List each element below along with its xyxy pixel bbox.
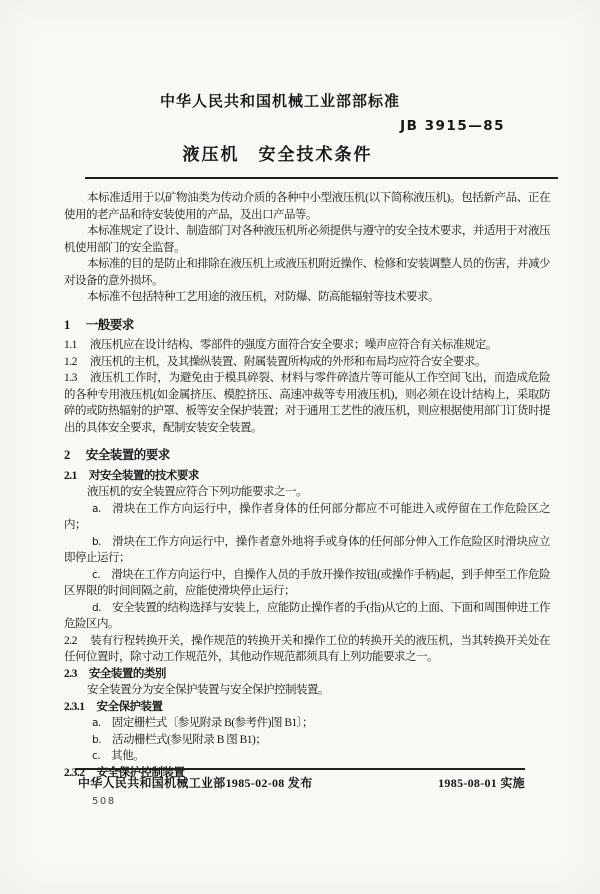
intro-paragraph: 本标准不包括特种工艺用途的液压机，对防爆、防高能辐射等技术要求。	[87, 291, 439, 303]
clause-title: 对安全装置的技术要求	[88, 469, 199, 482]
intro-paragraph: 本标准规定了设计、制造部门对各种液压机所必须提供与遵守的安全技术要求，并适用于对液压机使用部门的安全监督。	[64, 225, 550, 254]
item-text: 滑块在工作方向运行中，自操作人员的手放开操作按钮(或操作手柄)起，到手伸至工作危险区界限的时间间隔之前，应能使滑块停止运行；	[64, 568, 550, 597]
clause-title: 安全保护控制装置	[96, 766, 185, 779]
list-item-c	[64, 748, 550, 765]
clause-number: 2.3	[64, 667, 77, 680]
section-title: 安全装置的要求	[85, 448, 170, 462]
section-1-heading	[64, 306, 550, 338]
footer-divider	[75, 768, 525, 770]
item-text: 滑块在工作方向运行中，操作者身体的任何部分都应不可能进入或停留在工作危险区之内；	[64, 502, 550, 531]
item-text: 安全装置的结构选择与安装上，应能防止操作者的手(指)从它的上面、下面和周围伸进工作危险区内。	[64, 601, 550, 630]
document-body	[0, 179, 600, 781]
list-item-a	[64, 715, 550, 732]
clause-text: 液压机的主机，及其操纵装置、附属装置所构成的外形和布局均应符合安全要求。	[89, 355, 486, 368]
item-letter: d.	[92, 601, 102, 614]
footer-issued-by: 中华人民共和国机械工业部1985-02-08 发布	[78, 776, 313, 790]
clause-1-2	[64, 354, 550, 371]
section-number: 1	[64, 317, 70, 332]
footer	[78, 774, 525, 791]
section-number: 2	[64, 448, 70, 462]
item-letter: b.	[92, 535, 102, 548]
list-item-a	[64, 501, 550, 534]
clause-number: 2.1	[64, 469, 77, 482]
clause-number: 1.3	[64, 372, 77, 384]
list-item-b	[64, 534, 550, 567]
clause-text: 液压机工作时，为避免由于模具碎裂、材料与零件碎渣片等可能从工作空间飞出，而造成危险的各种专用液压机(如金属挤压、模腔挤压、高速冲裁等专用液压机)，则必须在设计结构上，采取防碎的或防热辐射的护罩、板等安全保护装置；对于通用工艺性的液压机，则应根据使用部门订货时提出的具体安全要求，配制安装安全装置。	[64, 372, 550, 434]
clause-2-3-lead: 安全装置分为安全保护装置与安全保护控制装置。	[87, 684, 329, 696]
item-text: 固定栅栏式〔参见附录 B(参考件)图 B1〕；	[111, 717, 314, 729]
clause-title: 安全装置的类别	[88, 667, 166, 680]
standard-number: JB 3915—85	[400, 118, 505, 134]
list-item-c	[64, 567, 550, 600]
section-title: 一般要求	[85, 317, 134, 332]
clause-2-1-lead: 液压机的安全装置应符合下列功能要求之一。	[87, 486, 307, 498]
clause-2-2	[64, 633, 550, 666]
item-letter: c.	[92, 750, 101, 762]
clause-2-3-1-heading	[64, 699, 550, 716]
page-number: 508	[92, 796, 116, 807]
section-2-heading	[64, 436, 550, 468]
intro-paragraph: 本标准适用于以矿物油类为传动介质的各种中小型液压机(以下简称液压机)。包括新产品、正在使用的老产品和待安装使用的产品，及出口产品等。	[64, 192, 550, 221]
clause-2-3-heading	[64, 666, 550, 683]
clause-text: 液压机应在设计结构、零部件的强度方面符合安全要求；噪声应符合有关标准规定。	[89, 339, 497, 351]
footer-effective-date: 1985-08-01 实施	[438, 776, 525, 790]
item-text: 活动栅栏式(参见附录 B 图 B1)；	[112, 733, 267, 746]
clause-number: 2.2	[64, 634, 77, 647]
item-text: 其他。	[111, 750, 145, 762]
list-item-b	[64, 732, 550, 749]
clause-1-3	[64, 370, 550, 436]
item-letter: b.	[92, 733, 102, 746]
clause-1-1	[64, 337, 550, 354]
clause-number: 2.3.1	[64, 700, 85, 713]
standard-org-title: 中华人民共和国机械工业部部标准	[159, 94, 400, 110]
list-item-d	[64, 600, 550, 633]
clause-text: 装有行程转换开关，操作规范的转换开关和操作工位的转换开关的液压机，当其转换开关处在任何位置时，除寸动工作规范外，其他动作规范都须具有上列功能要求之一。	[64, 634, 550, 663]
item-letter: c.	[92, 568, 101, 581]
intro-paragraph: 本标准的目的是防止和排除在液压机上或液压机附近操作、检修和安装调整人员的伤害，并减少对设备的意外损坏。	[64, 258, 550, 287]
item-letter: a.	[92, 717, 101, 729]
clause-number: 2.3.2	[64, 766, 85, 779]
clause-number: 1.2	[64, 355, 77, 368]
clause-2-1-heading	[64, 468, 550, 485]
item-text: 滑块在工作方向运行中，操作者意外地将手或身体的任何部分伸入工作危险区时滑块应立即停止运行；	[64, 535, 550, 564]
clause-title: 安全保护装置	[96, 700, 163, 713]
clause-number: 1.1	[64, 339, 77, 351]
document-title: 液压机 安全技术条件	[182, 145, 373, 164]
item-letter: a.	[92, 502, 101, 515]
